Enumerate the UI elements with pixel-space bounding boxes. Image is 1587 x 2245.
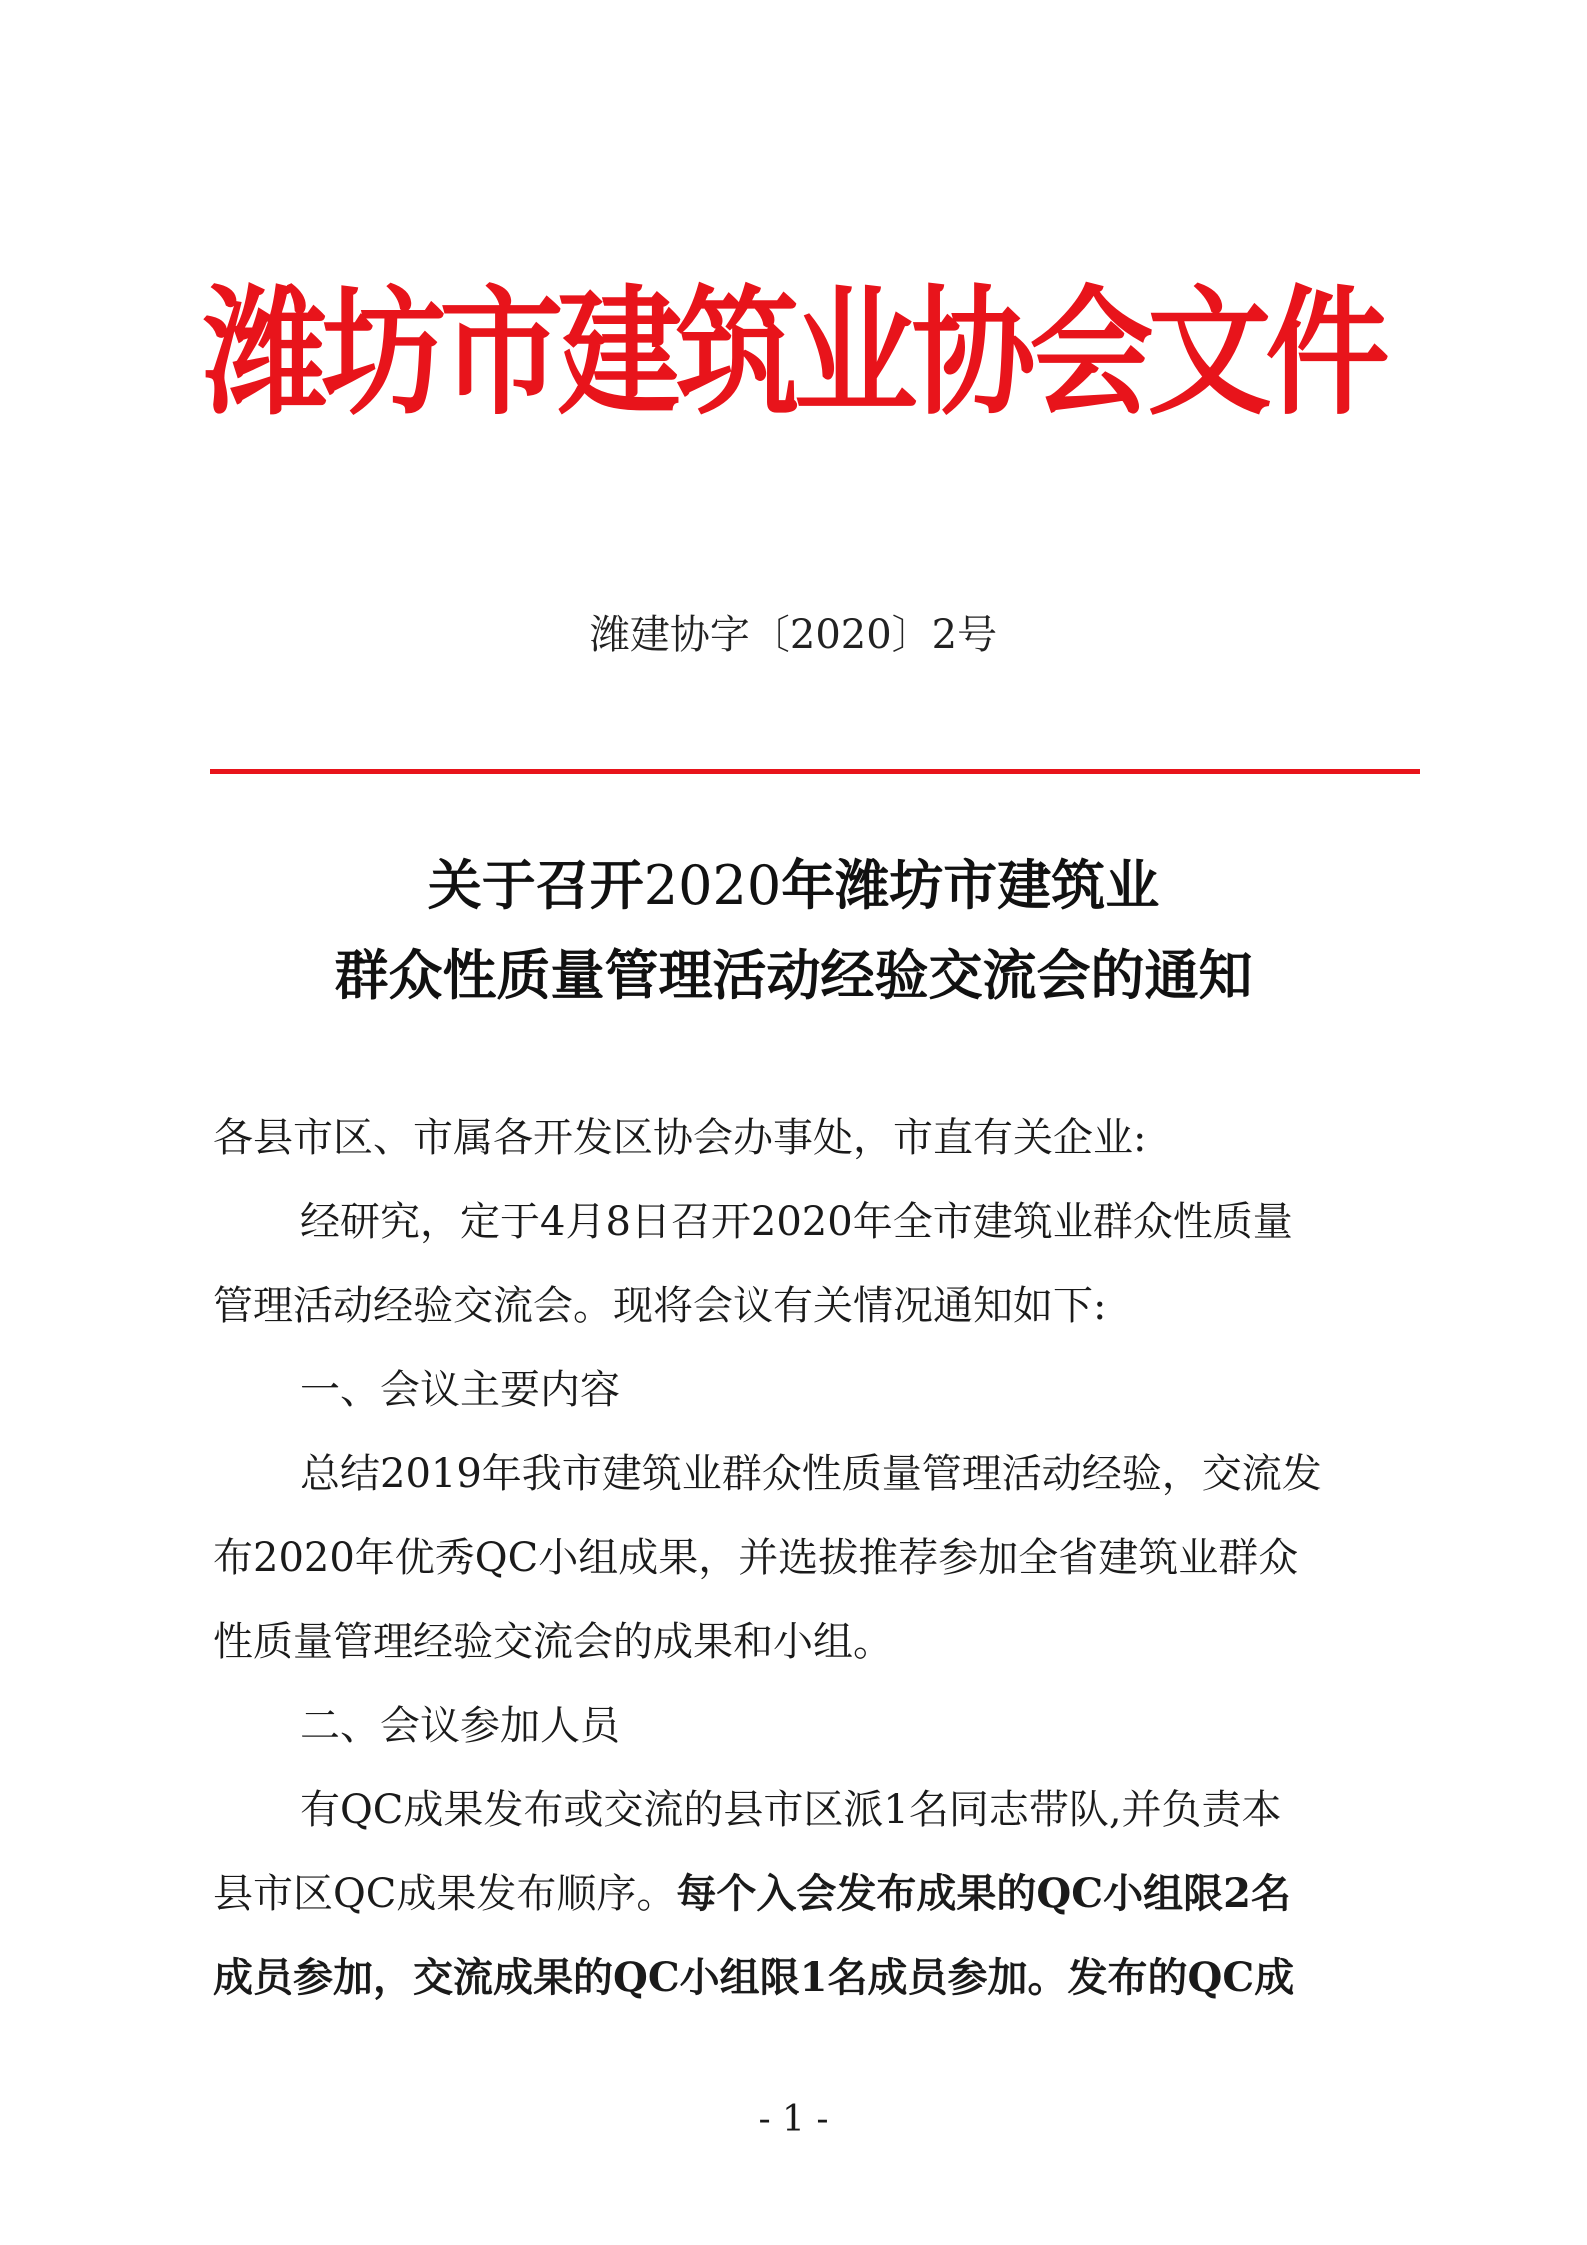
document-number: 潍建协字〔2020〕2号 bbox=[589, 612, 998, 658]
section-heading-1: 一、会议主要内容 bbox=[300, 1367, 620, 1413]
page-number: - 1 - bbox=[758, 2099, 829, 2140]
title-year: 2020 bbox=[643, 854, 782, 917]
paragraph-3-line-2 bbox=[213, 1864, 1291, 1924]
paragraph-1-line-2: 管理活动经验交流会。现将会议有关情况通知如下: bbox=[213, 1283, 1107, 1329]
red-divider-line bbox=[210, 769, 1420, 774]
title-text-a: 关于召开 bbox=[427, 853, 644, 917]
salutation: 各县市区、市属各开发区协会办事处，市直有关企业: bbox=[213, 1115, 1147, 1161]
paragraph-2-line-3: 性质量管理经验交流会的成果和小组。 bbox=[213, 1619, 893, 1665]
masthead-title: 潍坊市建筑业协会文件 bbox=[203, 272, 1384, 435]
paragraph-2-line-1: 总结2019年我市建筑业群众性质量管理活动经验，交流发 bbox=[300, 1451, 1322, 1497]
notice-title-line-1 bbox=[0, 845, 1587, 926]
paragraph-1-line-1: 经研究，定于4月8日召开2020年全市建筑业群众性质量 bbox=[300, 1199, 1293, 1245]
title-text-b: 年潍坊市建筑业 bbox=[781, 853, 1160, 917]
paragraph-3-line-2-regular: 县市区QC成果发布顺序。 bbox=[213, 1871, 677, 1917]
paragraph-3-line-3: 成员参加，交流成果的QC小组限1名成员参加。发布的QC成 bbox=[213, 1954, 1295, 2001]
paragraph-3-line-2-bold: 每个入会发布成果的QC小组限2名 bbox=[676, 1870, 1291, 1917]
section-heading-2: 二、会议参加人员 bbox=[300, 1703, 620, 1749]
paragraph-2-line-2: 布2020年优秀QC小组成果，并选拔推荐参加全省建筑业群众 bbox=[213, 1535, 1299, 1581]
paragraph-3-line-1: 有QC成果发布或交流的县市区派1名同志带队,并负责本 bbox=[300, 1787, 1282, 1833]
notice-title-line-2: 群众性质量管理活动经验交流会的通知 bbox=[334, 943, 1253, 1007]
